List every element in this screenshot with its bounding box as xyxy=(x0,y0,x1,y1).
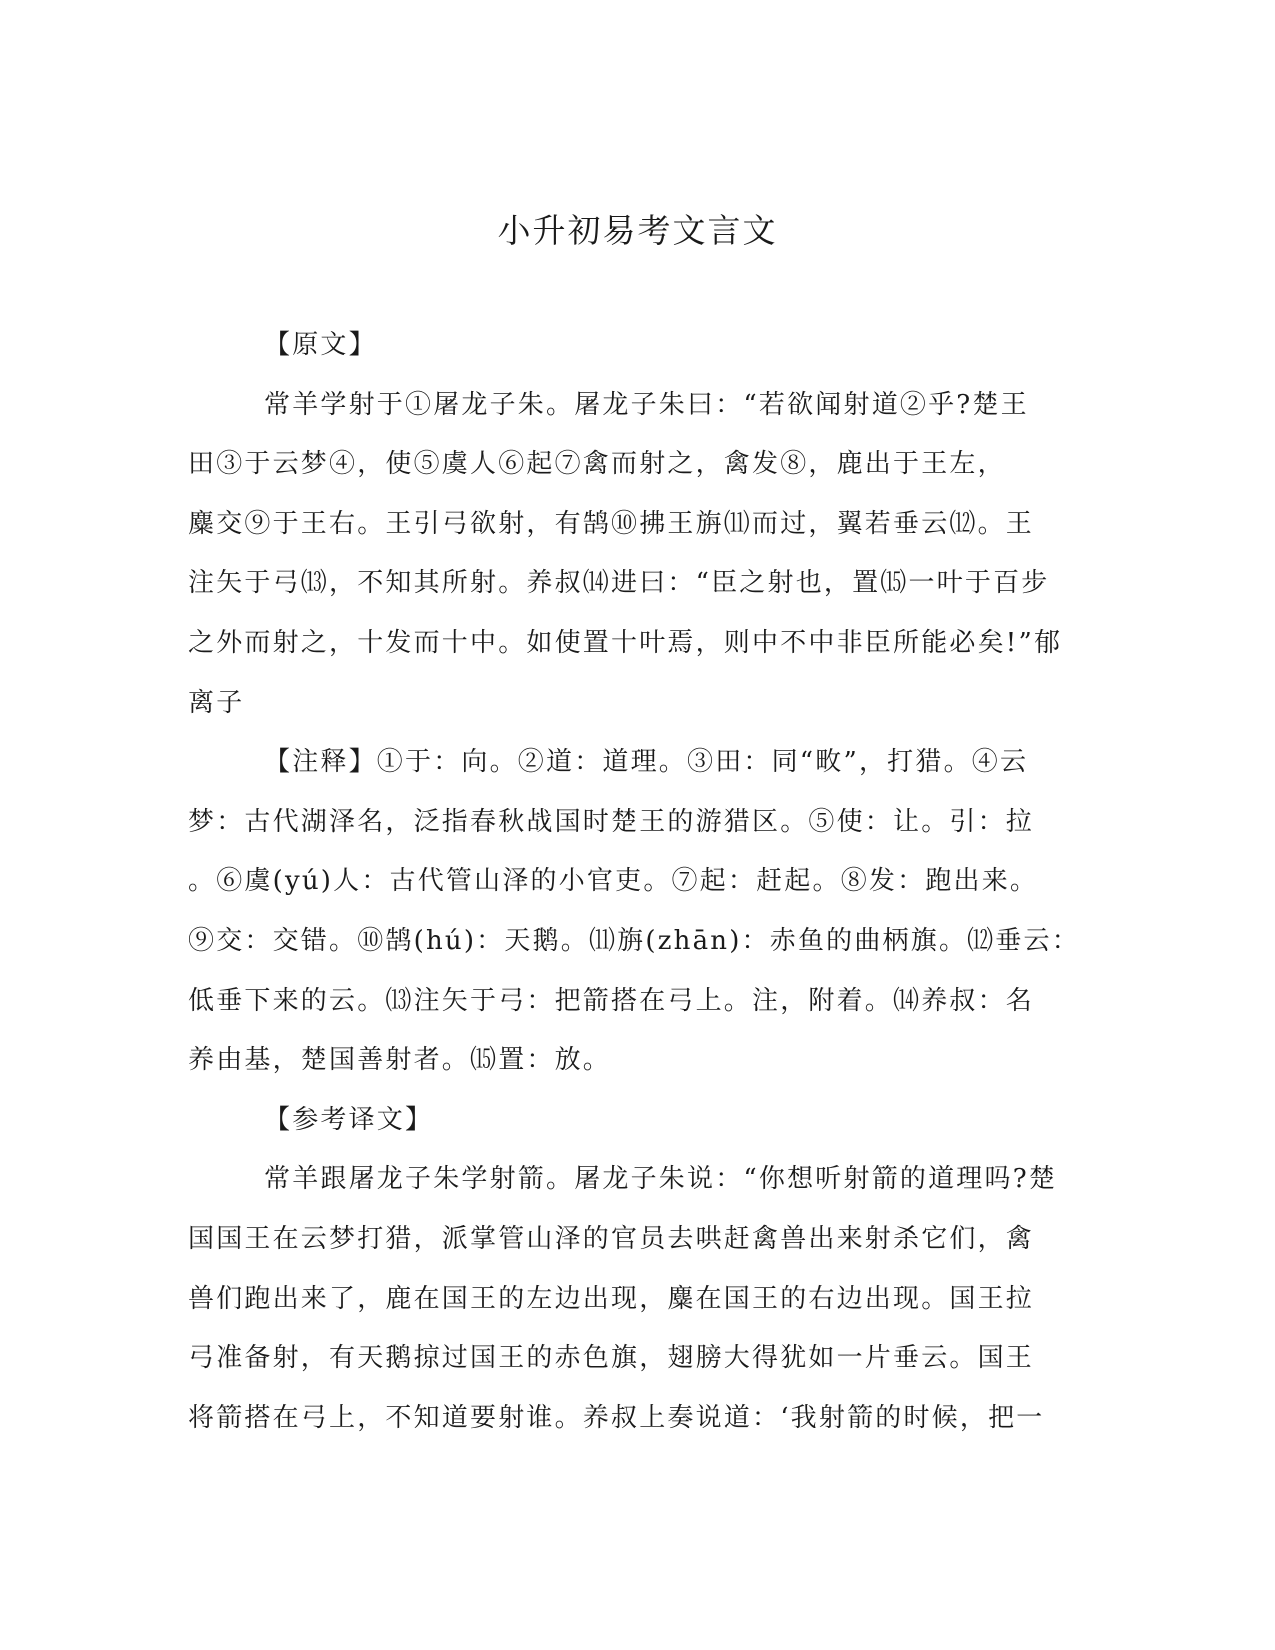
notes-line: 梦：古代湖泽名，泛指春秋战国时楚王的游猎区。⑤使：让。引：拉 xyxy=(188,806,1035,837)
document-title: 小升初易考文言文 xyxy=(497,211,778,250)
text-line: 常羊学射于①屠龙子朱。屠龙子朱曰：“若欲闻射道②乎?楚王 xyxy=(264,389,1029,420)
text-line: 注矢于弓⒀，不知其所射。养叔⒁进曰：“臣之射也，置⒂一叶于百步 xyxy=(188,568,1050,599)
notes-line: ⑨交：交错。⑩鹄(hú)：天鹅。⑾旃(zhān)：赤鱼的曲柄旗。⑿垂云： xyxy=(188,925,1080,956)
text-line: 离子 xyxy=(188,687,245,718)
translation-line: 弓准备射，有天鹅掠过国王的赤色旗，翅膀大得犹如一片垂云。国王 xyxy=(188,1343,1035,1374)
section-heading-translation: 【参考译文】 xyxy=(264,1104,434,1135)
text-line: 之外而射之，十发而十中。如使置十叶焉，则中不中非臣所能必矣!”郁 xyxy=(188,627,1063,658)
text-line: 麋交⑨于王右。王引弓欲射，有鹄⑩拂王旃⑾而过，翼若垂云⑿。王 xyxy=(188,508,1035,539)
translation-line: 兽们跑出来了，鹿在国王的左边出现，麋在国王的右边出现。国王拉 xyxy=(188,1283,1035,1314)
notes-line: 。⑥虞(yú)人：古代管山泽的小官吏。⑦起：赶起。⑧发：跑出来。 xyxy=(188,866,1039,897)
text-line: 田③于云梦④，使⑤虞人⑥起⑦禽而射之，禽发⑧，鹿出于王左， xyxy=(188,449,1006,480)
translation-line: 常羊跟屠龙子朱学射箭。屠龙子朱说：“你想听射箭的道理吗?楚 xyxy=(264,1164,1058,1195)
document-body xyxy=(188,316,1088,1448)
translation-line: 国国王在云梦打猎，派掌管山泽的官员去哄赶禽兽出来射杀它们，禽 xyxy=(188,1223,1035,1254)
section-heading-original: 【原文】 xyxy=(264,330,377,360)
notes-line: 低垂下来的云。⒀注矢于弓：把箭搭在弓上。注，附着。⒁养叔：名 xyxy=(188,985,1035,1016)
notes-line: 养由基，楚国善射者。⒂置：放。 xyxy=(188,1045,612,1076)
notes-line: 【注释】①于：向。②道：道理。③田：同“畋”，打猎。④云 xyxy=(264,747,1029,778)
translation-line: 将箭搭在弓上，不知道要射谁。养叔上奏说道：‘我射箭的时候，把一 xyxy=(188,1402,1045,1433)
